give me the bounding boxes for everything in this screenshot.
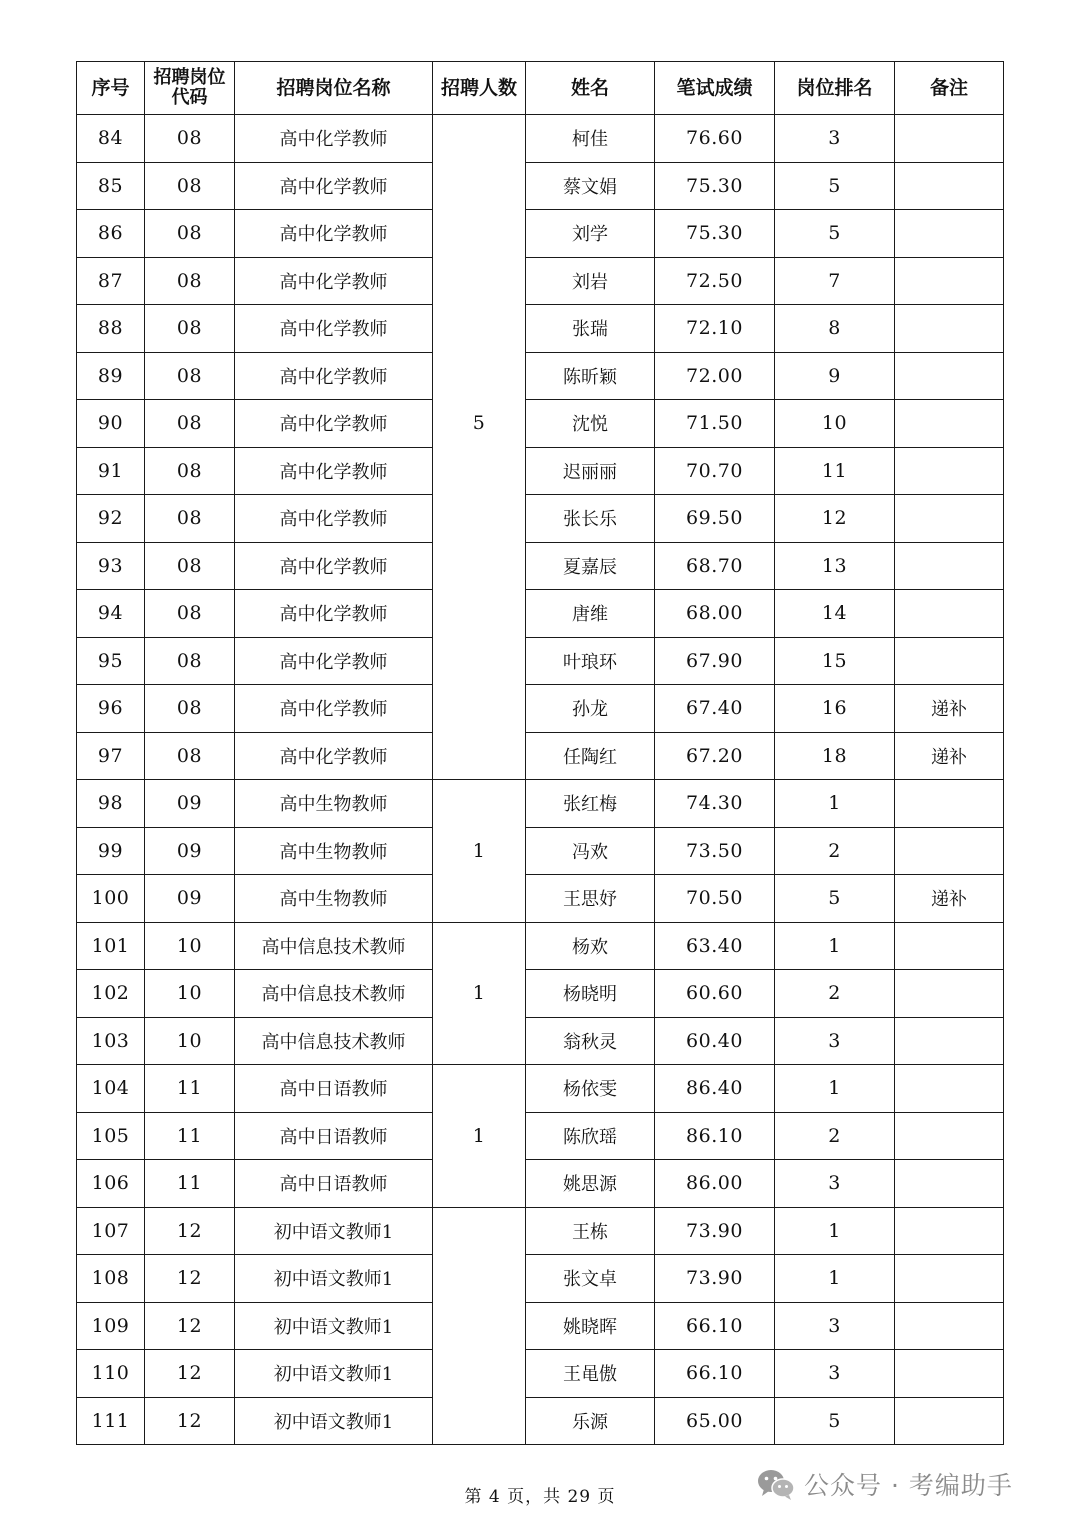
cell-code: 08 xyxy=(145,637,235,685)
cell-note xyxy=(895,305,1004,353)
table-row xyxy=(77,922,1004,970)
cell-score: 73.90 xyxy=(655,1255,775,1303)
cell-score: 66.10 xyxy=(655,1302,775,1350)
cell-score: 69.50 xyxy=(655,495,775,543)
cell-person: 孙龙 xyxy=(526,685,655,733)
cell-note xyxy=(895,257,1004,305)
cell-note xyxy=(895,1397,1004,1445)
cell-rank: 13 xyxy=(775,542,895,590)
cell-code: 12 xyxy=(145,1302,235,1350)
table-row xyxy=(77,352,1004,400)
cell-person: 迟丽丽 xyxy=(526,447,655,495)
table-row xyxy=(77,1255,1004,1303)
table-row xyxy=(77,1397,1004,1445)
cell-person: 沈悦 xyxy=(526,400,655,448)
cell-person: 杨依雯 xyxy=(526,1065,655,1113)
cell-person: 张红梅 xyxy=(526,780,655,828)
cell-count xyxy=(433,922,526,970)
cell-note xyxy=(895,542,1004,590)
table-row xyxy=(77,732,1004,780)
cell-name: 高中化学教师 xyxy=(235,210,433,258)
cell-name: 初中语文教师1 xyxy=(235,1302,433,1350)
table-row xyxy=(77,780,1004,828)
cell-seq: 84 xyxy=(77,115,145,163)
cell-person: 柯佳 xyxy=(526,115,655,163)
cell-person: 陈欣瑶 xyxy=(526,1112,655,1160)
cell-name: 高中信息技术教师 xyxy=(235,1017,433,1065)
cell-rank: 12 xyxy=(775,495,895,543)
cell-score: 72.10 xyxy=(655,305,775,353)
cell-seq: 88 xyxy=(77,305,145,353)
cell-seq: 95 xyxy=(77,637,145,685)
cell-name: 高中化学教师 xyxy=(235,732,433,780)
cell-person: 王思妤 xyxy=(526,875,655,923)
cell-count: 1 xyxy=(433,827,526,875)
cell-score: 86.10 xyxy=(655,1112,775,1160)
cell-score: 74.30 xyxy=(655,780,775,828)
cell-score: 86.00 xyxy=(655,1160,775,1208)
table-body xyxy=(77,115,1004,1445)
cell-code: 12 xyxy=(145,1350,235,1398)
cell-code: 08 xyxy=(145,162,235,210)
header-row xyxy=(77,62,1004,115)
table-row xyxy=(77,447,1004,495)
cell-score: 67.20 xyxy=(655,732,775,780)
cell-seq: 104 xyxy=(77,1065,145,1113)
cell-count xyxy=(433,1302,526,1350)
cell-rank: 1 xyxy=(775,922,895,970)
cell-person: 王栋 xyxy=(526,1207,655,1255)
cell-score: 67.40 xyxy=(655,685,775,733)
cell-code: 09 xyxy=(145,827,235,875)
cell-person: 王黾傲 xyxy=(526,1350,655,1398)
cell-person: 唐维 xyxy=(526,590,655,638)
cell-seq: 96 xyxy=(77,685,145,733)
cell-count xyxy=(433,875,526,923)
cell-note xyxy=(895,162,1004,210)
cell-count xyxy=(433,1017,526,1065)
cell-rank: 8 xyxy=(775,305,895,353)
cell-rank: 7 xyxy=(775,257,895,305)
cell-name: 高中化学教师 xyxy=(235,685,433,733)
cell-code: 08 xyxy=(145,257,235,305)
table-row xyxy=(77,495,1004,543)
cell-count xyxy=(433,685,526,733)
cell-code: 08 xyxy=(145,305,235,353)
cell-score: 73.50 xyxy=(655,827,775,875)
cell-seq: 110 xyxy=(77,1350,145,1398)
cell-code: 12 xyxy=(145,1255,235,1303)
table-row xyxy=(77,1017,1004,1065)
cell-person: 夏嘉辰 xyxy=(526,542,655,590)
cell-note xyxy=(895,780,1004,828)
cell-person: 杨欢 xyxy=(526,922,655,970)
cell-code: 12 xyxy=(145,1207,235,1255)
cell-rank: 10 xyxy=(775,400,895,448)
cell-person: 张瑞 xyxy=(526,305,655,353)
cell-count xyxy=(433,1350,526,1398)
cell-person: 张长乐 xyxy=(526,495,655,543)
cell-person: 蔡文娟 xyxy=(526,162,655,210)
cell-person: 刘学 xyxy=(526,210,655,258)
cell-name: 高中生物教师 xyxy=(235,780,433,828)
header-code: 招聘岗位代码 xyxy=(145,62,235,115)
cell-seq: 99 xyxy=(77,827,145,875)
cell-seq: 111 xyxy=(77,1397,145,1445)
cell-note xyxy=(895,970,1004,1018)
cell-rank: 1 xyxy=(775,1065,895,1113)
cell-count: 5 xyxy=(433,400,526,448)
cell-score: 65.00 xyxy=(655,1397,775,1445)
cell-note xyxy=(895,590,1004,638)
header-score: 笔试成绩 xyxy=(655,62,775,115)
cell-score: 68.70 xyxy=(655,542,775,590)
cell-name: 高中化学教师 xyxy=(235,495,433,543)
cell-person: 叶琅环 xyxy=(526,637,655,685)
cell-name: 高中化学教师 xyxy=(235,257,433,305)
cell-person: 任陶红 xyxy=(526,732,655,780)
cell-count xyxy=(433,210,526,258)
cell-score: 70.50 xyxy=(655,875,775,923)
cell-note xyxy=(895,210,1004,258)
cell-seq: 91 xyxy=(77,447,145,495)
cell-rank: 9 xyxy=(775,352,895,400)
cell-score: 67.90 xyxy=(655,637,775,685)
header-seq: 序号 xyxy=(77,62,145,115)
cell-note xyxy=(895,1350,1004,1398)
cell-name: 高中化学教师 xyxy=(235,447,433,495)
cell-name: 高中日语教师 xyxy=(235,1065,433,1113)
cell-score: 72.50 xyxy=(655,257,775,305)
cell-note xyxy=(895,827,1004,875)
cell-rank: 3 xyxy=(775,115,895,163)
table-row xyxy=(77,875,1004,923)
cell-count xyxy=(433,780,526,828)
cell-seq: 107 xyxy=(77,1207,145,1255)
cell-rank: 5 xyxy=(775,875,895,923)
cell-count xyxy=(433,495,526,543)
table-row xyxy=(77,400,1004,448)
cell-code: 12 xyxy=(145,1397,235,1445)
header-person: 姓名 xyxy=(526,62,655,115)
table-row xyxy=(77,305,1004,353)
cell-note xyxy=(895,352,1004,400)
cell-seq: 89 xyxy=(77,352,145,400)
cell-seq: 101 xyxy=(77,922,145,970)
cell-seq: 106 xyxy=(77,1160,145,1208)
cell-name: 高中信息技术教师 xyxy=(235,970,433,1018)
cell-note xyxy=(895,1065,1004,1113)
header-note: 备注 xyxy=(895,62,1004,115)
cell-name: 高中化学教师 xyxy=(235,637,433,685)
cell-name: 高中信息技术教师 xyxy=(235,922,433,970)
cell-person: 乐源 xyxy=(526,1397,655,1445)
table-row xyxy=(77,1112,1004,1160)
cell-code: 08 xyxy=(145,210,235,258)
cell-name: 高中化学教师 xyxy=(235,352,433,400)
cell-rank: 3 xyxy=(775,1017,895,1065)
table-row xyxy=(77,1207,1004,1255)
table-row xyxy=(77,590,1004,638)
cell-code: 11 xyxy=(145,1160,235,1208)
cell-seq: 87 xyxy=(77,257,145,305)
cell-person: 姚思源 xyxy=(526,1160,655,1208)
cell-seq: 109 xyxy=(77,1302,145,1350)
cell-rank: 1 xyxy=(775,1255,895,1303)
page-footer: 第 4 页，共 29 页 xyxy=(464,1487,616,1507)
cell-rank: 2 xyxy=(775,1112,895,1160)
cell-code: 08 xyxy=(145,685,235,733)
cell-score: 71.50 xyxy=(655,400,775,448)
cell-count xyxy=(433,162,526,210)
cell-score: 76.60 xyxy=(655,115,775,163)
table-row xyxy=(77,1160,1004,1208)
cell-seq: 93 xyxy=(77,542,145,590)
cell-count xyxy=(433,637,526,685)
cell-name: 高中化学教师 xyxy=(235,542,433,590)
cell-count xyxy=(433,257,526,305)
cell-name: 高中日语教师 xyxy=(235,1160,433,1208)
cell-name: 初中语文教师1 xyxy=(235,1397,433,1445)
cell-code: 09 xyxy=(145,875,235,923)
cell-seq: 86 xyxy=(77,210,145,258)
cell-rank: 3 xyxy=(775,1160,895,1208)
cell-name: 高中化学教师 xyxy=(235,115,433,163)
header-count: 招聘人数 xyxy=(433,62,526,115)
cell-score: 75.30 xyxy=(655,210,775,258)
table-row xyxy=(77,685,1004,733)
cell-count xyxy=(433,1255,526,1303)
table-row xyxy=(77,1065,1004,1113)
cell-note xyxy=(895,1255,1004,1303)
cell-name: 高中生物教师 xyxy=(235,875,433,923)
cell-note: 递补 xyxy=(895,732,1004,780)
cell-person: 翁秋灵 xyxy=(526,1017,655,1065)
cell-name: 高中化学教师 xyxy=(235,162,433,210)
cell-score: 86.40 xyxy=(655,1065,775,1113)
cell-note xyxy=(895,400,1004,448)
cell-seq: 92 xyxy=(77,495,145,543)
cell-code: 08 xyxy=(145,115,235,163)
cell-score: 68.00 xyxy=(655,590,775,638)
table-row xyxy=(77,257,1004,305)
cell-seq: 85 xyxy=(77,162,145,210)
cell-count xyxy=(433,305,526,353)
cell-count xyxy=(433,590,526,638)
cell-rank: 15 xyxy=(775,637,895,685)
cell-person: 张文卓 xyxy=(526,1255,655,1303)
cell-rank: 5 xyxy=(775,1397,895,1445)
cell-score: 72.00 xyxy=(655,352,775,400)
cell-name: 高中化学教师 xyxy=(235,400,433,448)
cell-rank: 3 xyxy=(775,1350,895,1398)
cell-code: 09 xyxy=(145,780,235,828)
cell-code: 10 xyxy=(145,970,235,1018)
cell-count: 1 xyxy=(433,970,526,1018)
cell-person: 刘岩 xyxy=(526,257,655,305)
cell-code: 10 xyxy=(145,1017,235,1065)
cell-note: 递补 xyxy=(895,875,1004,923)
cell-code: 08 xyxy=(145,590,235,638)
cell-note xyxy=(895,495,1004,543)
cell-seq: 105 xyxy=(77,1112,145,1160)
cell-score: 75.30 xyxy=(655,162,775,210)
cell-seq: 97 xyxy=(77,732,145,780)
results-table xyxy=(76,61,1004,1445)
cell-score: 73.90 xyxy=(655,1207,775,1255)
header-name: 招聘岗位名称 xyxy=(235,62,433,115)
cell-seq: 102 xyxy=(77,970,145,1018)
cell-note xyxy=(895,922,1004,970)
table-row xyxy=(77,1302,1004,1350)
cell-count xyxy=(433,1160,526,1208)
cell-name: 初中语文教师1 xyxy=(235,1207,433,1255)
cell-seq: 90 xyxy=(77,400,145,448)
cell-code: 08 xyxy=(145,732,235,780)
cell-person: 姚晓晖 xyxy=(526,1302,655,1350)
cell-rank: 5 xyxy=(775,162,895,210)
cell-count xyxy=(433,115,526,163)
cell-note xyxy=(895,115,1004,163)
cell-seq: 103 xyxy=(77,1017,145,1065)
cell-count xyxy=(433,732,526,780)
watermark-text: 公众号 · 考编助手 xyxy=(804,1471,1013,1500)
cell-count xyxy=(433,1065,526,1113)
cell-code: 08 xyxy=(145,447,235,495)
cell-rank: 3 xyxy=(775,1302,895,1350)
cell-person: 杨晓明 xyxy=(526,970,655,1018)
cell-code: 11 xyxy=(145,1112,235,1160)
cell-score: 70.70 xyxy=(655,447,775,495)
cell-note: 递补 xyxy=(895,685,1004,733)
cell-seq: 94 xyxy=(77,590,145,638)
cell-code: 10 xyxy=(145,922,235,970)
cell-rank: 14 xyxy=(775,590,895,638)
cell-seq: 98 xyxy=(77,780,145,828)
cell-name: 初中语文教师1 xyxy=(235,1350,433,1398)
cell-seq: 100 xyxy=(77,875,145,923)
cell-note xyxy=(895,1302,1004,1350)
cell-rank: 2 xyxy=(775,970,895,1018)
table-row xyxy=(77,970,1004,1018)
cell-score: 60.60 xyxy=(655,970,775,1018)
cell-count xyxy=(433,1397,526,1445)
cell-count: 1 xyxy=(433,1112,526,1160)
cell-person: 冯欢 xyxy=(526,827,655,875)
cell-name: 高中化学教师 xyxy=(235,590,433,638)
cell-note xyxy=(895,637,1004,685)
cell-seq: 108 xyxy=(77,1255,145,1303)
cell-name: 高中化学教师 xyxy=(235,305,433,353)
table-row xyxy=(77,637,1004,685)
watermark xyxy=(756,1462,1013,1506)
header-rank: 岗位排名 xyxy=(775,62,895,115)
cell-code: 08 xyxy=(145,495,235,543)
cell-rank: 16 xyxy=(775,685,895,733)
cell-score: 63.40 xyxy=(655,922,775,970)
cell-count xyxy=(433,542,526,590)
cell-note xyxy=(895,1112,1004,1160)
cell-code: 08 xyxy=(145,400,235,448)
cell-code: 11 xyxy=(145,1065,235,1113)
table-row xyxy=(77,162,1004,210)
wechat-icon xyxy=(756,1467,796,1501)
table-row xyxy=(77,1350,1004,1398)
cell-rank: 18 xyxy=(775,732,895,780)
cell-rank: 5 xyxy=(775,210,895,258)
table-row xyxy=(77,827,1004,875)
table-row xyxy=(77,115,1004,163)
cell-name: 高中日语教师 xyxy=(235,1112,433,1160)
cell-rank: 11 xyxy=(775,447,895,495)
cell-person: 陈昕颖 xyxy=(526,352,655,400)
cell-rank: 1 xyxy=(775,780,895,828)
cell-count xyxy=(433,1207,526,1255)
cell-score: 60.40 xyxy=(655,1017,775,1065)
cell-name: 高中生物教师 xyxy=(235,827,433,875)
cell-note xyxy=(895,1160,1004,1208)
cell-name: 初中语文教师1 xyxy=(235,1255,433,1303)
cell-rank: 2 xyxy=(775,827,895,875)
cell-code: 08 xyxy=(145,542,235,590)
cell-count xyxy=(433,447,526,495)
cell-count xyxy=(433,352,526,400)
table-row xyxy=(77,542,1004,590)
cell-rank: 1 xyxy=(775,1207,895,1255)
cell-note xyxy=(895,1207,1004,1255)
cell-note xyxy=(895,447,1004,495)
cell-score: 66.10 xyxy=(655,1350,775,1398)
cell-code: 08 xyxy=(145,352,235,400)
table-row xyxy=(77,210,1004,258)
cell-note xyxy=(895,1017,1004,1065)
